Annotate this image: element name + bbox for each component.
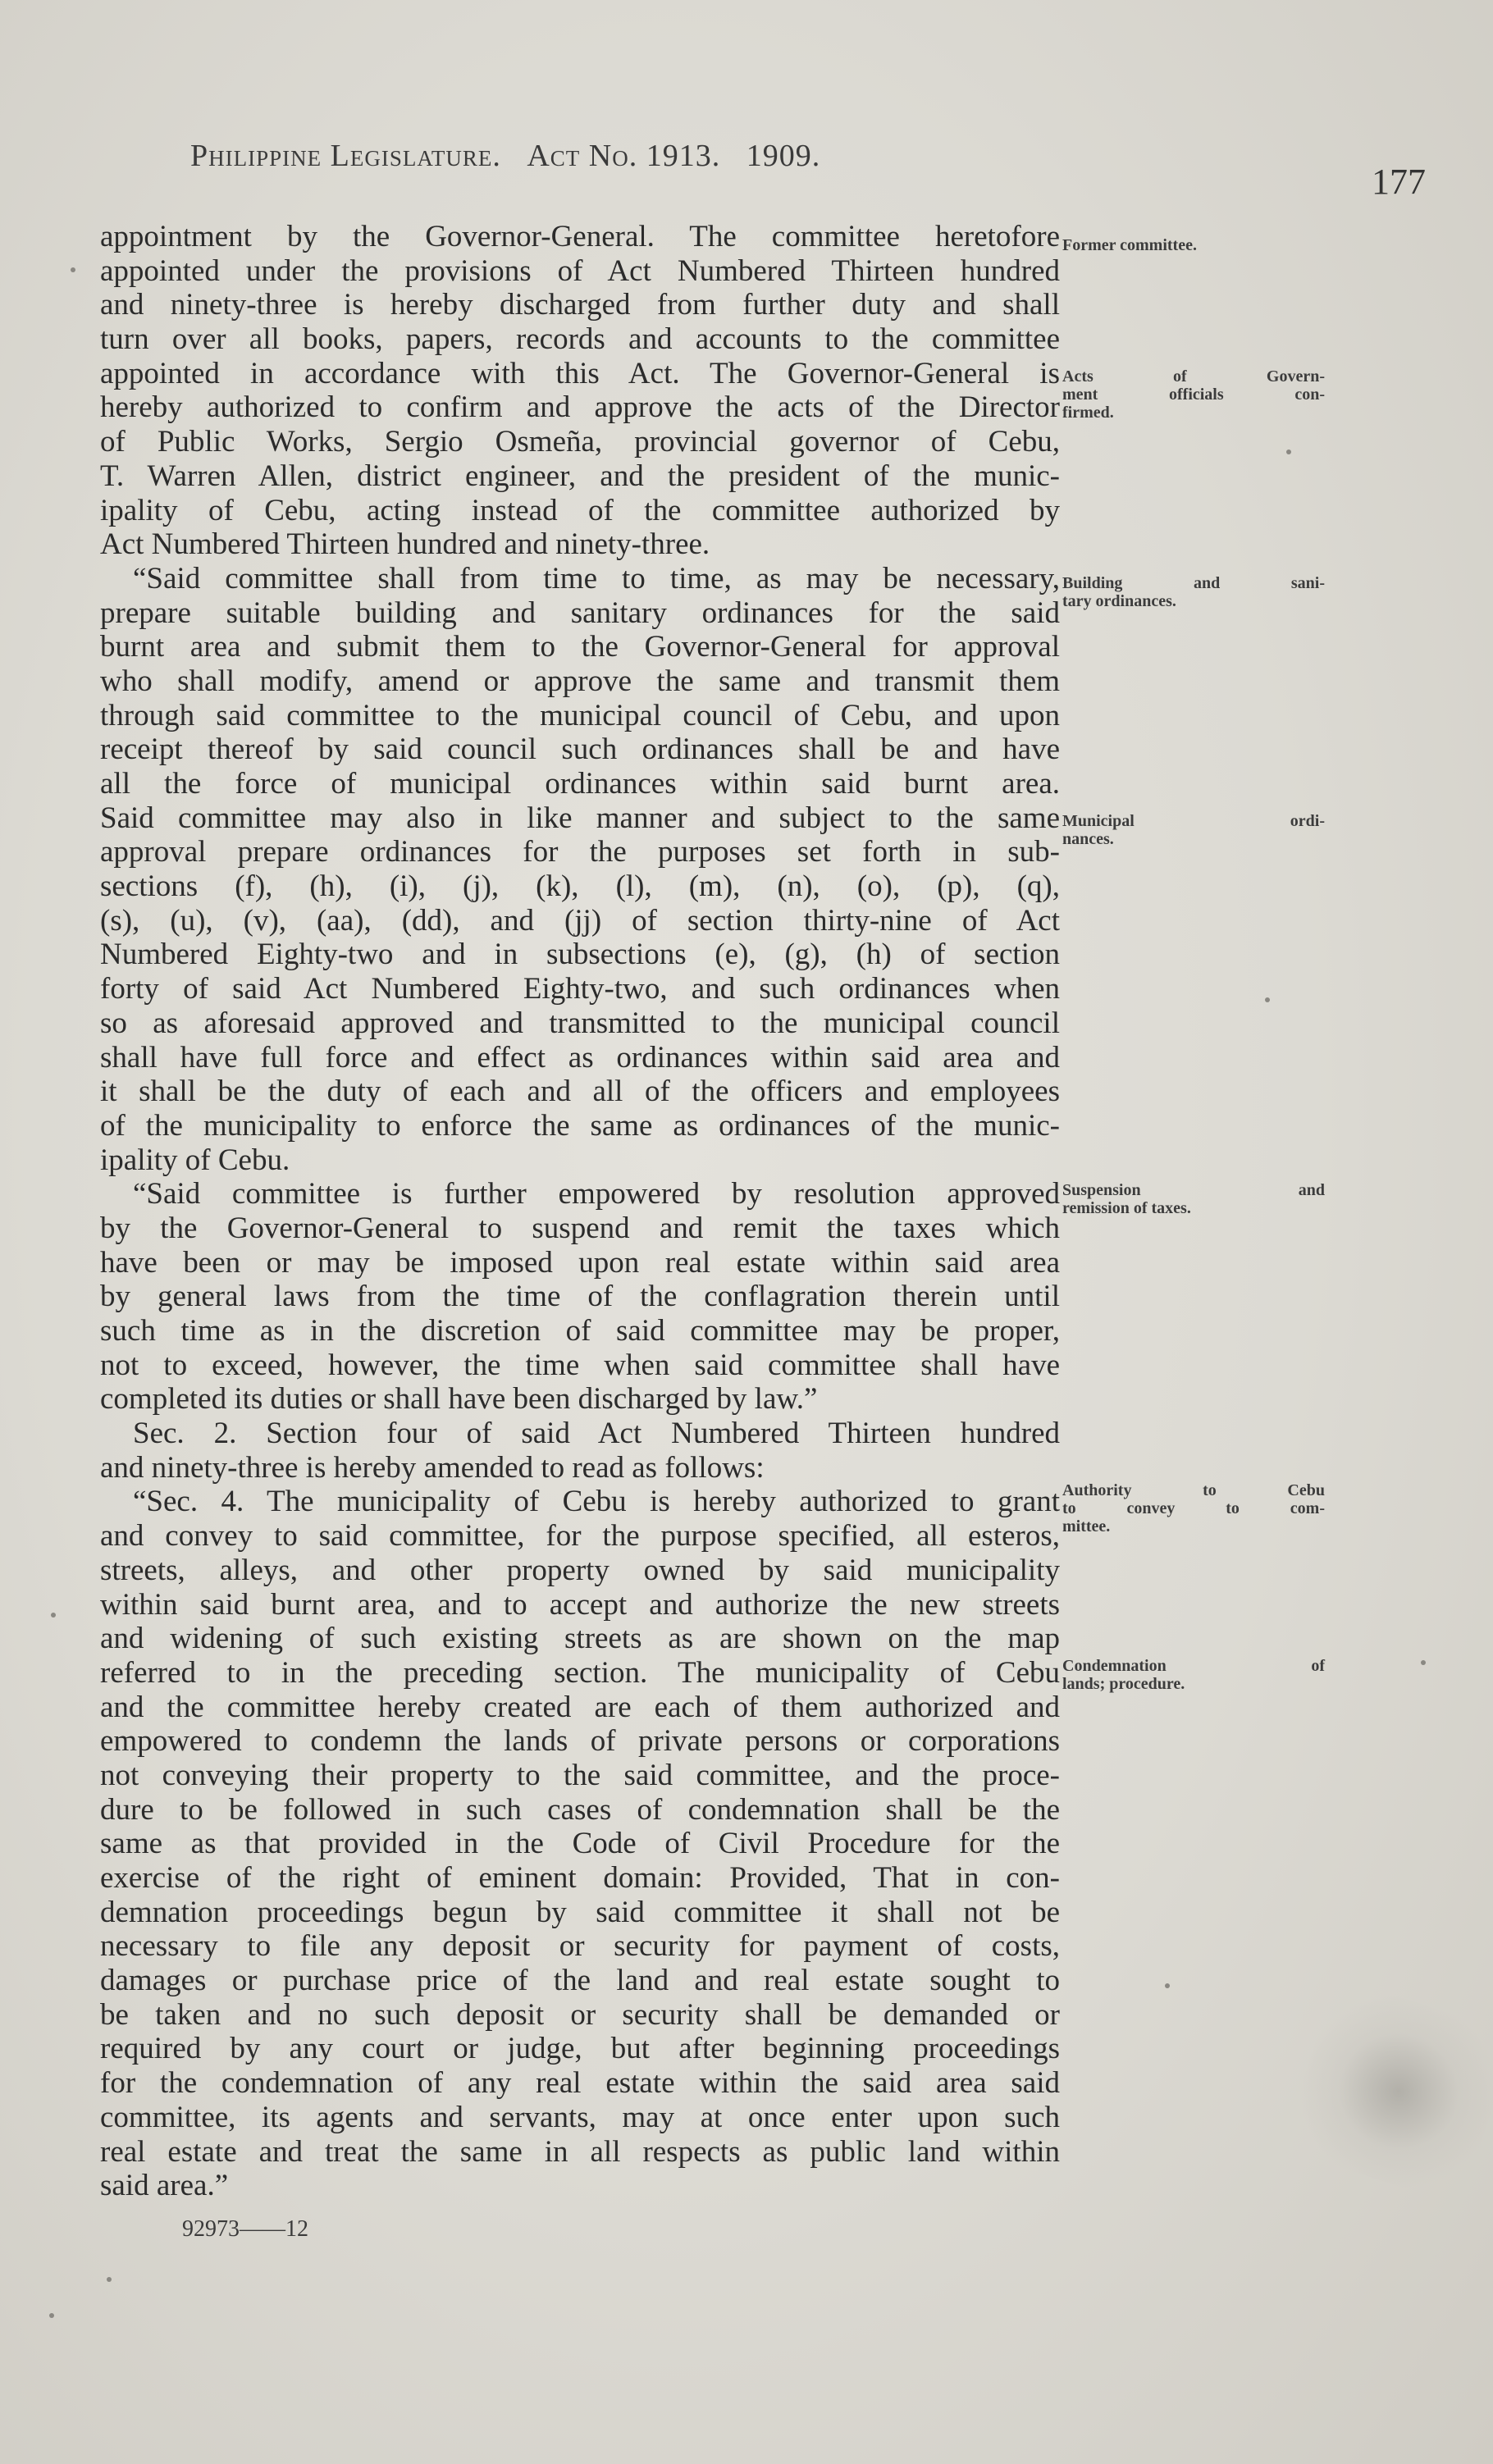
body-line: burnt area and submit them to the Governor-General for approval [100, 630, 1060, 664]
body-line: and ninety-three is hereby amended to read as follows: [100, 1450, 765, 1485]
body-line: such time as in the discretion of said committee may be proper, [100, 1314, 1060, 1348]
body-line: said area.” [100, 2169, 229, 2203]
margin-note-line: Municipal ordi- [1062, 812, 1325, 830]
paper-speck [1421, 1660, 1426, 1665]
margin-note-line: nances. [1062, 830, 1114, 848]
body-line: appointment by the Governor-General. The committee heretofore [100, 220, 1060, 253]
body-line: of the municipality to enforce the same as ordinances of the munic- [100, 1108, 1060, 1143]
paper-speck [107, 2277, 112, 2282]
running-title-legislature: Philippine Legislature. [190, 139, 501, 173]
body-line: Numbered Eighty-two and in subsections (e), (g), (h) of section [100, 938, 1060, 972]
body-line: Sec. 2. Section four of said Act Numbered Thirteen hundred [133, 1417, 1060, 1451]
body-line: “Said committee is further empowered by resolution approved [133, 1177, 1060, 1211]
body-line: ipality of Cebu, acting instead of the committee authorized by [100, 493, 1060, 527]
running-title-act: Act No. 1913. [527, 139, 721, 173]
paper-speck [49, 2313, 54, 2318]
body-line: and the committee hereby created are each of them authorized and [100, 1690, 1060, 1724]
body-line: same as that provided in the Code of Civil Procedure for the [100, 1827, 1060, 1861]
body-line: necessary to file any deposit or security for payment of costs, [100, 1929, 1060, 1964]
body-line: shall have full force and effect as ordinances within said area and [100, 1040, 1060, 1075]
margin-note-municipal-ordinances [1062, 812, 1325, 848]
body-line: by the Governor-General to suspend and remit the taxes which [100, 1211, 1060, 1245]
body-line: referred to in the preceding section. The municipality of Cebu [100, 1655, 1060, 1690]
body-line: real estate and treat the same in all respects as public land within [100, 2134, 1060, 2169]
body-line: be taken and no such deposit or security shall be demanded or [100, 1997, 1060, 2032]
running-title-year: 1909. [746, 139, 821, 173]
margin-note-line: Former committee. [1062, 236, 1197, 254]
body-line: hereby authorized to confirm and approve the acts of the Director [100, 390, 1060, 425]
body-line: forty of said Act Numbered Eighty-two, and such ordinances when [100, 972, 1060, 1006]
paper-speck [71, 267, 75, 272]
body-line: and convey to said committee, for the purpose specified, all esteros, [100, 1519, 1060, 1554]
body-line: damages or purchase price of the land and real estate sought to [100, 1964, 1060, 1998]
margin-note-acts-confirmed [1062, 367, 1325, 422]
margin-note-line: Authority to Cebu [1062, 1481, 1325, 1499]
body-line: it shall be the duty of each and all of the officers and employees [100, 1075, 1060, 1109]
body-line: required by any court or judge, but after beginning proceedings [100, 2032, 1060, 2066]
margin-note-former-committee [1062, 236, 1325, 254]
body-line: T. Warren Allen, district engineer, and the president of the munic- [100, 459, 1060, 493]
body-line: streets, alleys, and other property owned by said municipality [100, 1553, 1060, 1587]
paper-smudge [1281, 1977, 1493, 2206]
margin-note-line: lands; procedure. [1062, 1675, 1185, 1693]
body-line: exercise of the right of eminent domain: Provided, That in con- [100, 1861, 1060, 1895]
body-line: receipt thereof by said council such ordinances shall be and have [100, 732, 1060, 767]
paper-speck [1165, 1983, 1170, 1988]
body-line: turn over all books, papers, records and accounts to the committee [100, 322, 1060, 357]
body-line: (s), (u), (v), (aa), (dd), and (jj) of section thirty-nine of Act [100, 903, 1060, 938]
running-head [190, 138, 820, 174]
margin-note-line: mittee. [1062, 1517, 1111, 1535]
body-line: all the force of municipal ordinances within said burnt area. [100, 767, 1060, 801]
paper-speck [1286, 449, 1291, 454]
body-line: empowered to condemn the lands of private persons or corporations [100, 1724, 1060, 1759]
margin-note-line: firmed. [1062, 404, 1114, 422]
margin-note-condemnation [1062, 1657, 1325, 1693]
margin-note-line: Condemnation of [1062, 1657, 1325, 1675]
body-line: approval prepare ordinances for the purposes set forth in sub- [100, 835, 1060, 869]
paper-speck [1265, 997, 1270, 1002]
body-line: by general laws from the time of the conflagration therein until [100, 1280, 1060, 1314]
body-line: not to exceed, however, the time when said committee shall have [100, 1348, 1060, 1382]
body-line: appointed in accordance with this Act. The Governor-General is [100, 356, 1060, 390]
body-line: and widening of such existing streets as are shown on the map [100, 1622, 1060, 1656]
body-line: appointed under the provisions of Act Numbered Thirteen hundred [100, 253, 1060, 288]
body-line: so as aforesaid approved and transmitted to the municipal council [100, 1006, 1060, 1040]
body-line: completed its duties or shall have been discharged by law.” [100, 1382, 818, 1417]
body-line: demnation proceedings begun by said committee it shall not be [100, 1895, 1060, 1929]
body-line: sections (f), (h), (i), (j), (k), (l), (m), (n), (o), (p), (q), [100, 869, 1060, 904]
margin-note-line: ment officials con- [1062, 386, 1325, 404]
margin-note-line: tary ordinances. [1062, 592, 1176, 610]
body-line: “Said committee shall from time to time, as may be necessary, [133, 561, 1060, 595]
margin-note-line: Suspension and [1062, 1181, 1325, 1199]
margin-note-authority-convey [1062, 1481, 1325, 1535]
body-line: committee, its agents and servants, may at once enter upon such [100, 2100, 1060, 2134]
margin-note-line: Building and sani- [1062, 574, 1325, 592]
body-text [100, 220, 1060, 2203]
body-line: for the condemnation of any real estate within the said area said [100, 2066, 1060, 2101]
body-line: dure to be followed in such cases of condemnation shall be the [100, 1792, 1060, 1827]
body-line: through said committee to the municipal council of Cebu, and upon [100, 698, 1060, 732]
body-line: have been or may be imposed upon real estate within said area [100, 1245, 1060, 1280]
page-number: 177 [1372, 162, 1426, 202]
body-line: prepare suitable building and sanitary ordinances for the said [100, 595, 1060, 630]
body-line: within said burnt area, and to accept and authorize the new streets [100, 1587, 1060, 1622]
margin-note-line: remission of taxes. [1062, 1199, 1191, 1217]
body-line: “Sec. 4. The municipality of Cebu is hereby authorized to grant [133, 1485, 1060, 1519]
margin-note-building-ordinances [1062, 574, 1325, 610]
body-line: ipality of Cebu. [100, 1143, 290, 1177]
margin-note-suspension-taxes [1062, 1181, 1325, 1217]
print-code: 92973——12 [182, 2216, 308, 2242]
body-line: of Public Works, Sergio Osmeña, provincial governor of Cebu, [100, 425, 1060, 459]
paper-speck [51, 1613, 56, 1618]
body-line: and ninety-three is hereby discharged from further duty and shall [100, 288, 1060, 322]
margin-note-line: Acts of Govern- [1062, 367, 1325, 386]
body-line: Said committee may also in like manner and subject to the same [100, 801, 1060, 835]
margin-note-line: to convey to com- [1062, 1499, 1325, 1517]
body-line: Act Numbered Thirteen hundred and ninety-three. [100, 527, 710, 562]
body-line: not conveying their property to the said committee, and the proce- [100, 1758, 1060, 1792]
body-line: who shall modify, amend or approve the same and transmit them [100, 664, 1060, 698]
